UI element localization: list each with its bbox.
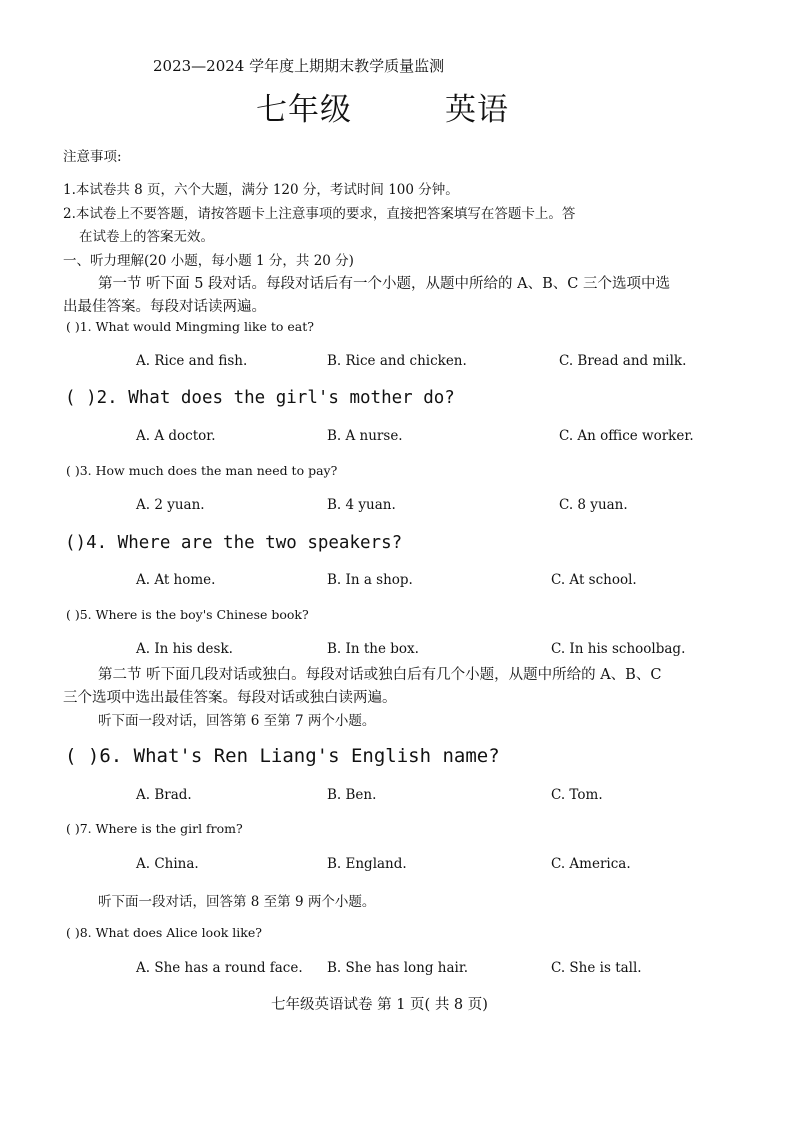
question-5-option-c: C. In his schoolbag. — [551, 641, 686, 657]
part1-instructions-line2: 出最佳答案。每段对话读两遍。 — [63, 299, 266, 315]
instructions-q8-q9: 听下面一段对话，回答第 8 至第 9 两个小题。 — [98, 894, 376, 910]
section-heading: 一、听力理解(20 小题，每小题 1 分，共 20 分) — [63, 253, 354, 269]
notice-item-1: 1.本试卷共 8 页，六个大题，满分 120 分，考试时间 100 分钟。 — [63, 182, 459, 198]
question-3-option-b: B. 4 yuan. — [327, 497, 396, 513]
question-8-stem: ( )8. What does Alice look like? — [66, 925, 262, 940]
question-1-stem: ( )1. What would Mingming like to eat? — [66, 319, 314, 334]
question-6-option-c: C. Tom. — [551, 787, 603, 803]
question-2-option-c: C. An office worker. — [559, 428, 694, 444]
question-6-option-b: B. Ben. — [327, 787, 377, 803]
question-5-option-a: A. In his desk. — [136, 641, 233, 657]
notice-item-2-line1: 2.本试卷上不要答题，请按答题卡上注意事项的要求，直接把答案填写在答题卡上。答 — [63, 206, 576, 222]
question-8-option-b: B. She has long hair. — [327, 960, 469, 976]
question-8-option-c: C. She is tall. — [551, 960, 642, 976]
instructions-q6-q7: 听下面一段对话，回答第 6 至第 7 两个小题。 — [98, 713, 376, 729]
grade-label: 七年级 — [256, 92, 352, 128]
question-3-stem: ( )3. How much does the man need to pay? — [66, 463, 338, 478]
question-1-option-b: B. Rice and chicken. — [327, 353, 467, 369]
notice-item-2-line2: 在试卷上的答案无效。 — [79, 229, 214, 245]
question-5-option-b: B. In the box. — [327, 641, 419, 657]
question-6-option-a: A. Brad. — [136, 787, 192, 803]
question-2-option-b: B. A nurse. — [327, 428, 403, 444]
question-2-option-a: A. A doctor. — [136, 428, 216, 444]
question-3-option-c: C. 8 yuan. — [559, 497, 628, 513]
question-7-option-b: B. England. — [327, 856, 407, 872]
part2-instructions-line1: 第二节 听下面几段对话或独白。每段对话或独白后有几个小题，从题中所给的 A、B、C — [98, 667, 662, 683]
question-4-option-c: C. At school. — [551, 572, 637, 588]
question-7-stem: ( )7. Where is the girl from? — [66, 821, 243, 836]
question-1-option-a: A. Rice and fish. — [136, 353, 248, 369]
question-7-option-c: C. America. — [551, 856, 631, 872]
question-1-option-c: C. Bread and milk. — [559, 353, 687, 369]
question-4-option-b: B. In a shop. — [327, 572, 413, 588]
part2-instructions-line2: 三个选项中选出最佳答案。每段对话或独白读两遍。 — [63, 690, 397, 706]
question-3-option-a: A. 2 yuan. — [136, 497, 205, 513]
question-7-option-a: A. China. — [136, 856, 199, 872]
question-2-stem: ( )2. What does the girl's mother do? — [65, 388, 455, 408]
subject-label: 英语 — [445, 92, 509, 128]
notice-heading: 注意事项: — [63, 149, 122, 165]
question-4-stem: ()4. Where are the two speakers? — [65, 533, 403, 553]
question-6-stem: ( )6. What's Ren Liang's English name? — [65, 745, 500, 767]
question-4-option-a: A. At home. — [136, 572, 216, 588]
exam-title: 2023—2024 学年度上期期末教学质量监测 — [153, 57, 445, 75]
part1-instructions-line1: 第一节 听下面 5 段对话。每段对话后有一个小题，从题中所给的 A、B、C 三个选项中选 — [98, 276, 670, 292]
question-8-option-a: A. She has a round face. — [136, 960, 303, 976]
page-footer: 七年级英语试卷 第 1 页( 共 8 页) — [271, 997, 488, 1013]
question-5-stem: ( )5. Where is the boy's Chinese book? — [66, 607, 309, 622]
